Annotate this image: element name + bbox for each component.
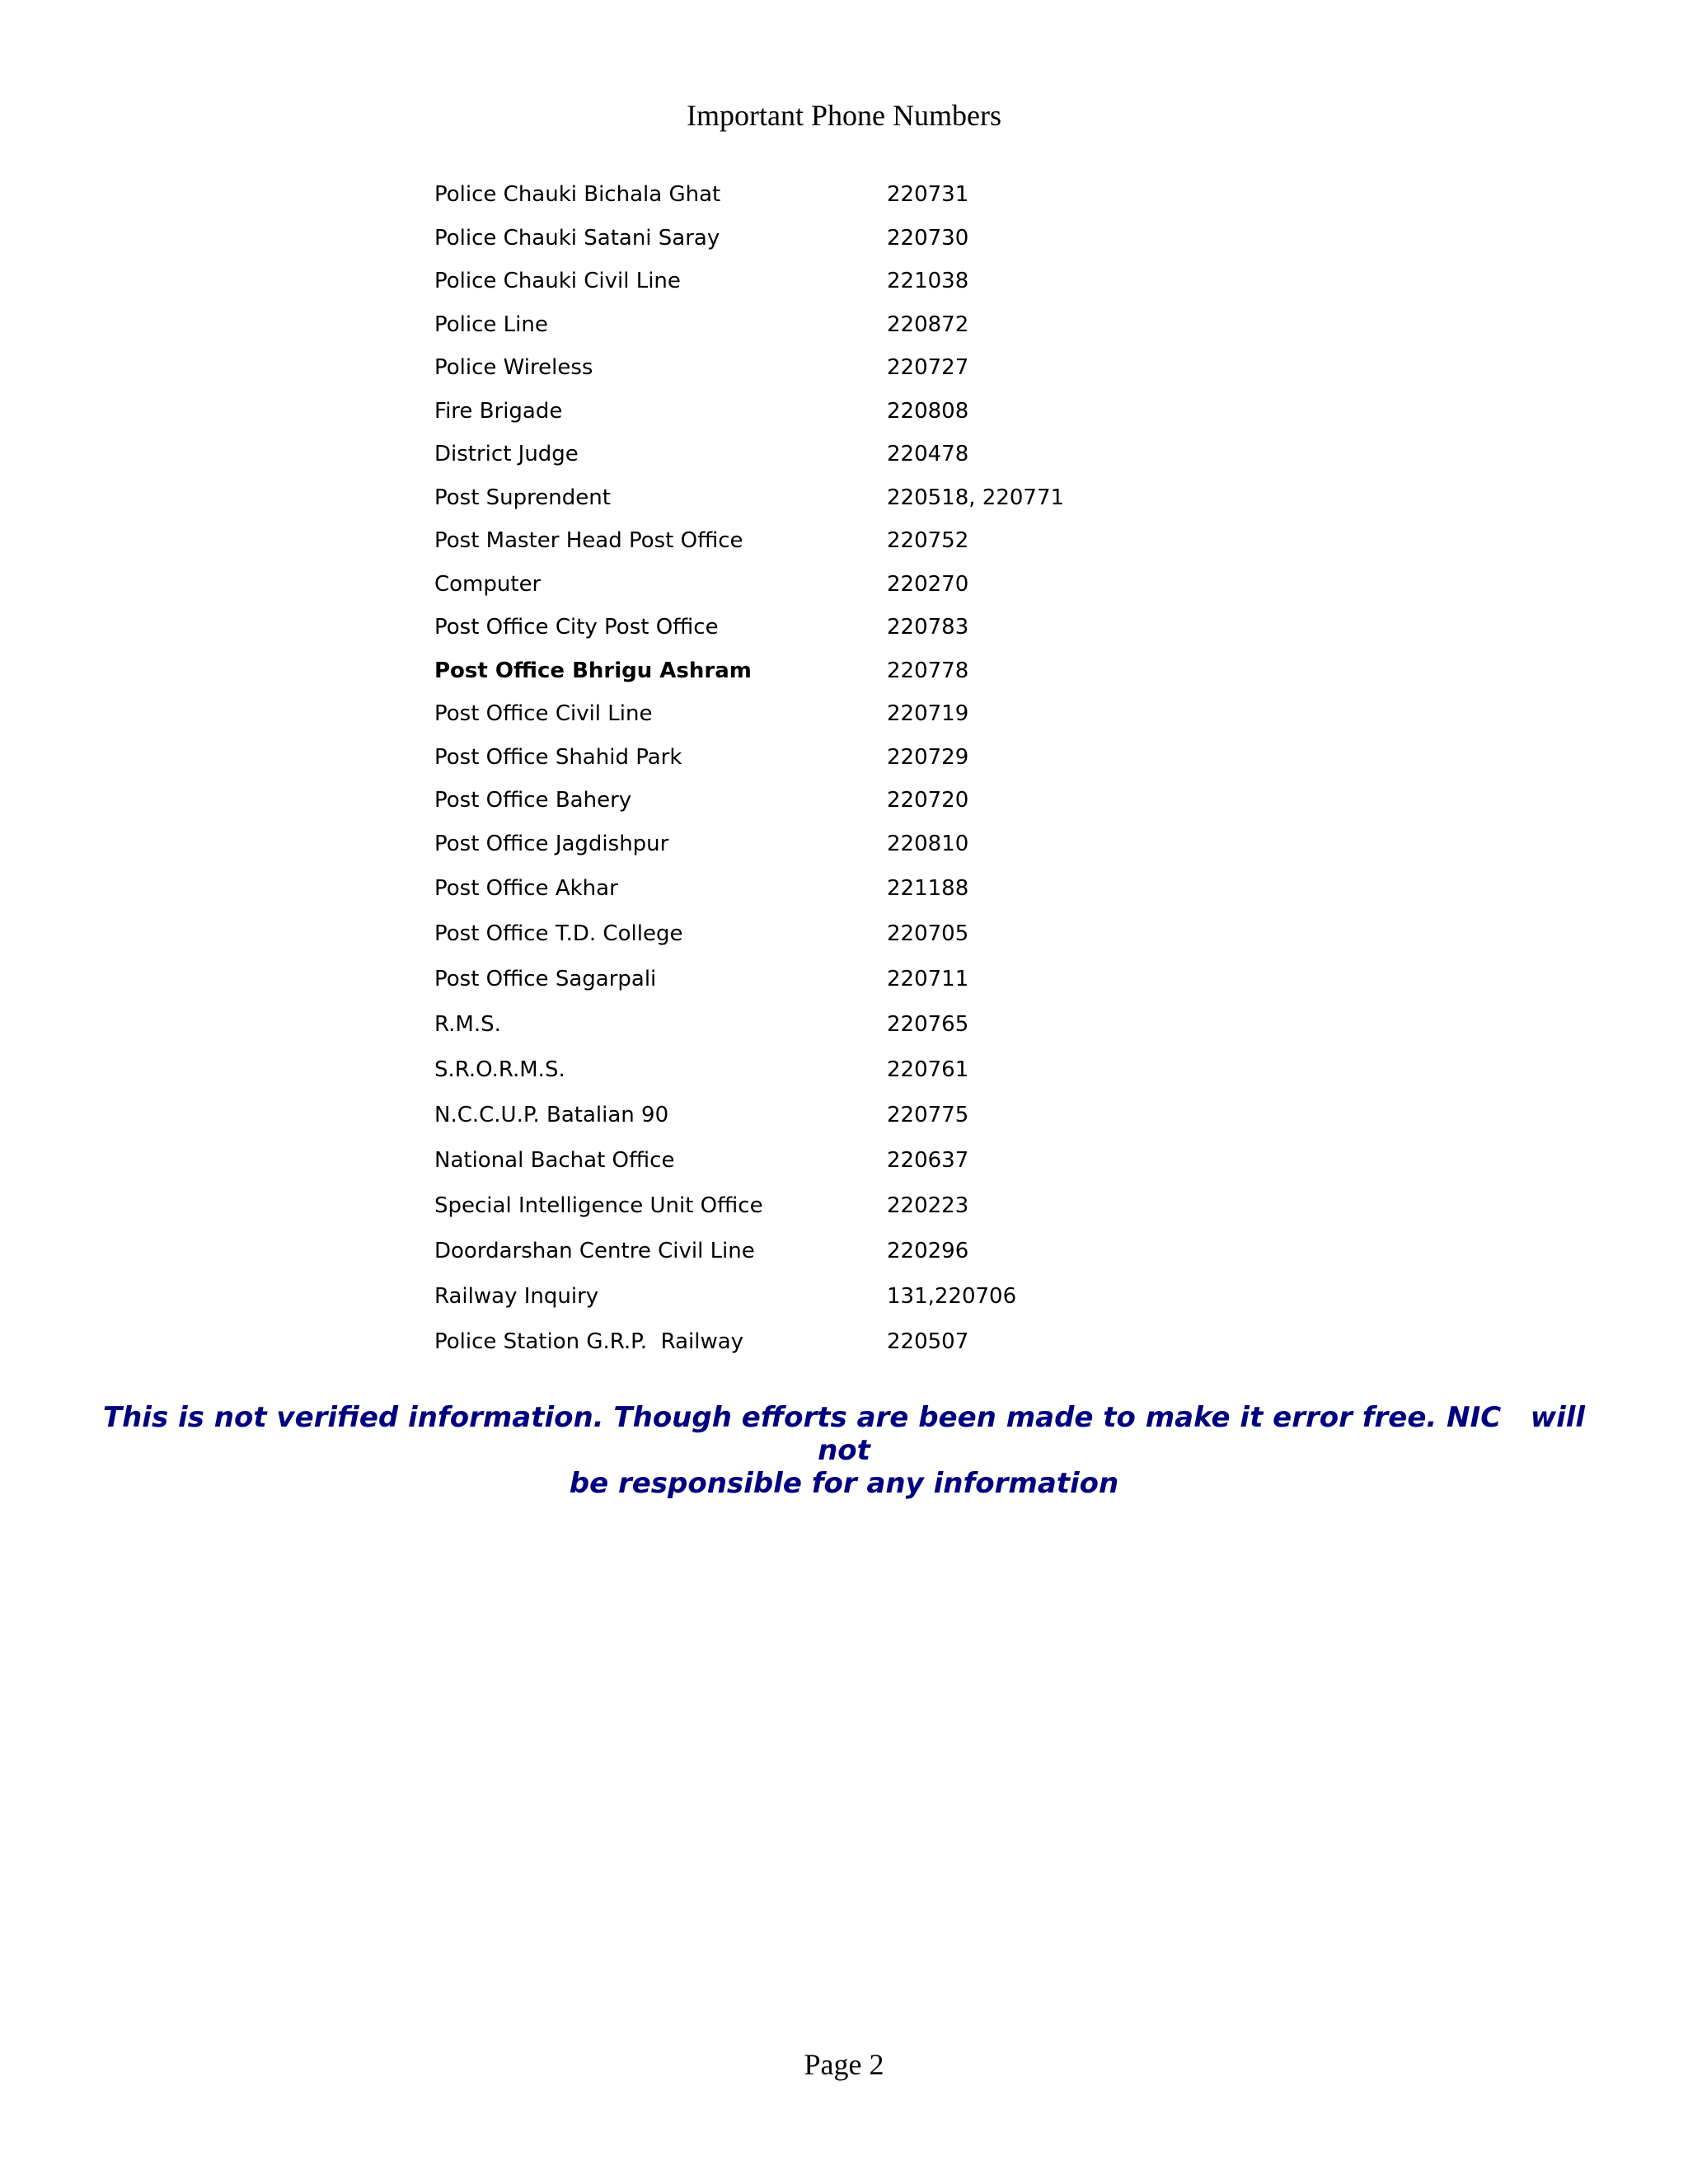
disclaimer-line-1: This is not verified information. Though efforts are been made to make it error free. NIC will not — [102, 1401, 1595, 1467]
list-item — [434, 1183, 1176, 1228]
list-item — [434, 173, 1176, 217]
entry-number: 220720 — [887, 788, 969, 813]
entry-name: Police Wireless — [434, 355, 593, 381]
list-item — [434, 1273, 1176, 1319]
entry-number: 220808 — [887, 398, 969, 424]
list-item — [434, 476, 1176, 520]
entry-number: 220637 — [887, 1147, 969, 1173]
list-item — [434, 911, 1176, 956]
entry-name: Post Office T.D. College — [434, 921, 683, 946]
entry-number: 221038 — [887, 269, 969, 294]
entry-name: Post Office Akhar — [434, 875, 618, 901]
entry-number: 220705 — [887, 921, 969, 946]
entry-name: Post Office City Post Office — [434, 615, 719, 640]
entry-name: Post Office Bahery — [434, 788, 632, 813]
entry-number: 220518, 220771 — [887, 485, 1065, 510]
entry-number: 220729 — [887, 744, 969, 770]
list-item — [434, 346, 1176, 390]
entry-number: 221188 — [887, 875, 969, 901]
entry-number: 220727 — [887, 355, 969, 381]
list-item — [434, 260, 1176, 303]
entry-name: Doordarshan Centre Civil Line — [434, 1238, 755, 1263]
entry-number: 220719 — [887, 701, 969, 727]
entry-number: 220270 — [887, 571, 969, 597]
entry-name: District Judge — [434, 442, 579, 467]
entry-name: Post Office Shahid Park — [434, 744, 682, 770]
entry-name: Police Chauki Satani Saray — [434, 225, 720, 251]
list-item — [434, 217, 1176, 260]
entry-number: 220223 — [887, 1193, 969, 1218]
list-item — [434, 1092, 1176, 1137]
list-item — [434, 433, 1176, 476]
entry-number: 220775 — [887, 1102, 969, 1127]
entry-number: 220731 — [887, 182, 969, 208]
entry-number: 131,220706 — [887, 1283, 1017, 1309]
entry-number: 220783 — [887, 615, 969, 640]
list-item — [434, 865, 1176, 911]
entry-name: Special Intelligence Unit Office — [434, 1193, 763, 1218]
list-item — [434, 692, 1176, 736]
list-item — [434, 1319, 1176, 1364]
entry-name: National Bachat Office — [434, 1147, 675, 1173]
list-item — [434, 649, 1176, 693]
entry-number: 220778 — [887, 658, 969, 683]
page-number: Page 2 — [804, 2048, 884, 2081]
entry-name: Post Office Civil Line — [434, 701, 653, 727]
entry-number: 220730 — [887, 225, 969, 251]
list-item — [434, 736, 1176, 780]
entry-number: 220752 — [887, 528, 969, 554]
entry-number: 220872 — [887, 312, 969, 337]
entry-name: Police Chauki Civil Line — [434, 269, 681, 294]
list-item — [434, 519, 1176, 563]
entry-name: Police Line — [434, 312, 548, 337]
entry-name: Computer — [434, 571, 542, 597]
disclaimer-line-2: be responsible for any information — [569, 1467, 1119, 1500]
entry-number: 220711 — [887, 966, 969, 991]
entry-number: 220810 — [887, 831, 969, 856]
list-item — [434, 1001, 1176, 1047]
list-item — [434, 606, 1176, 649]
phone-number-list — [434, 173, 1176, 1364]
list-item — [434, 303, 1176, 347]
list-item — [434, 1137, 1176, 1183]
entry-name: Post Master Head Post Office — [434, 528, 743, 554]
entry-number: 220296 — [887, 1238, 969, 1263]
entry-number: 220507 — [887, 1329, 969, 1354]
entry-name: Post Office Bhrigu Ashram — [434, 658, 752, 683]
disclaimer-notice — [99, 1401, 1595, 1500]
entry-name: S.R.O.R.M.S. — [434, 1057, 565, 1082]
entry-name: R.M.S. — [434, 1011, 501, 1037]
list-item — [434, 390, 1176, 434]
entry-name: Post Office Sagarpali — [434, 966, 657, 991]
entry-name: Police Station G.R.P. Railway — [434, 1329, 744, 1354]
list-item — [434, 823, 1176, 866]
list-item — [434, 1228, 1176, 1273]
entry-number: 220478 — [887, 442, 969, 467]
entry-number: 220765 — [887, 1011, 969, 1037]
entry-name: Fire Brigade — [434, 398, 563, 424]
entry-name: Post Office Jagdishpur — [434, 831, 669, 856]
entry-name: N.C.C.U.P. Batalian 90 — [434, 1102, 669, 1127]
entry-name: Police Chauki Bichala Ghat — [434, 182, 721, 208]
entry-number: 220761 — [887, 1057, 969, 1082]
entry-name: Railway Inquiry — [434, 1283, 599, 1309]
entry-name: Post Suprendent — [434, 485, 611, 510]
page-title: Important Phone Numbers — [687, 99, 1001, 132]
list-item — [434, 779, 1176, 823]
list-item — [434, 563, 1176, 607]
list-item — [434, 956, 1176, 1001]
list-item — [434, 1047, 1176, 1092]
